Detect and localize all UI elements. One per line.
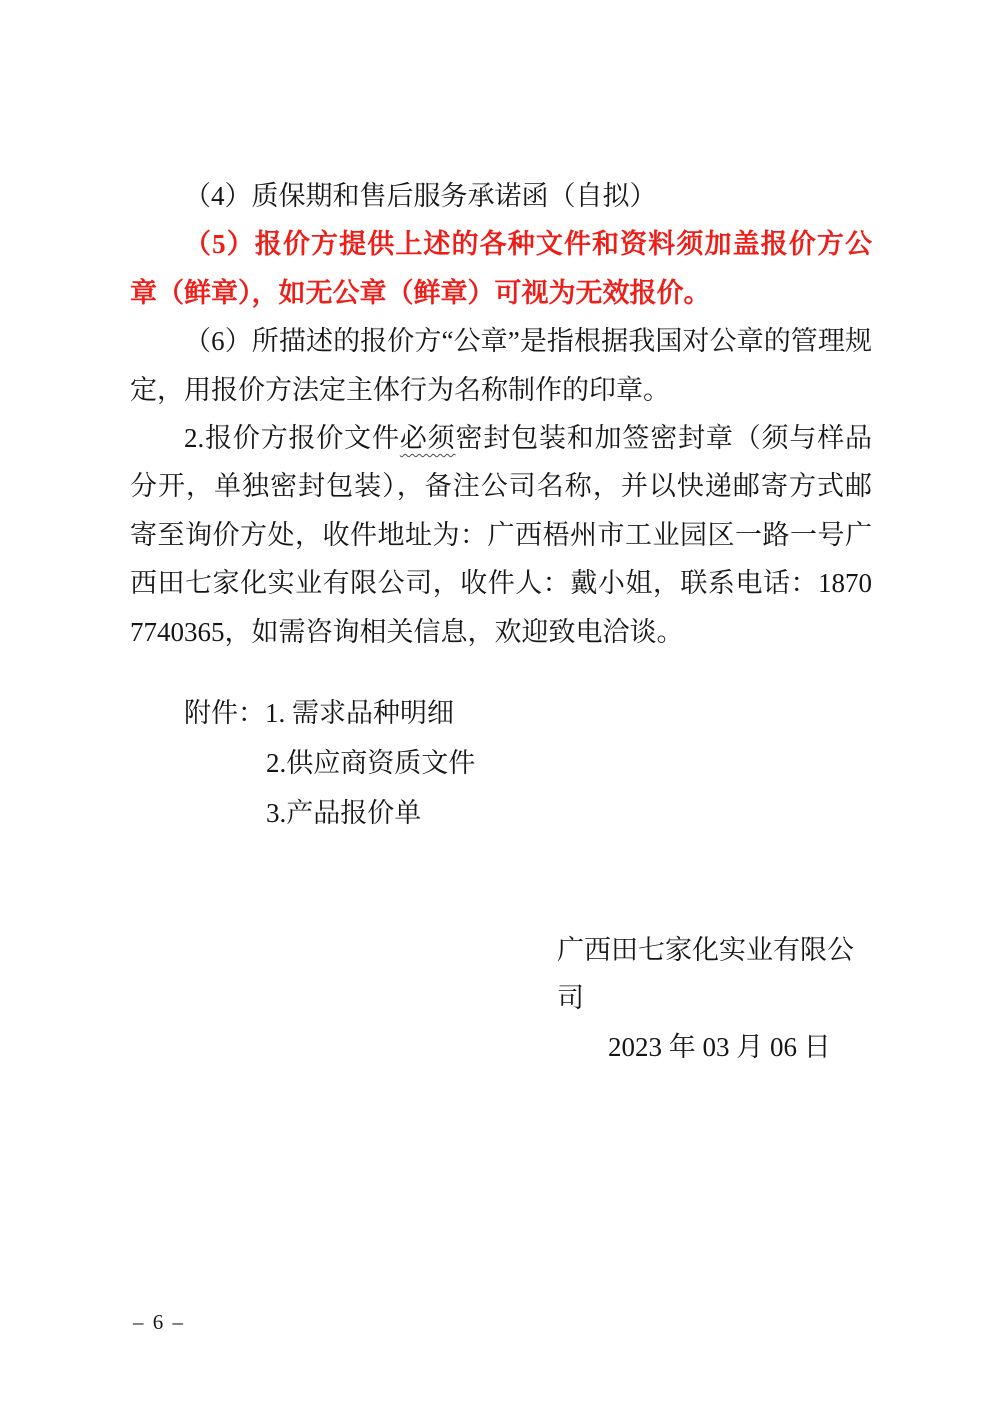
attachments-list — [130, 688, 872, 838]
attachment-item-3: 3.产品报价单 — [266, 798, 422, 829]
paragraph-item-4: （4）质保期和售后服务承诺函（自拟） — [184, 181, 657, 211]
attachment-line-1 — [130, 688, 872, 738]
attachment-item-1: 1. 需求品种明细 — [265, 698, 454, 729]
attachment-item-2: 2.供应商资质文件 — [266, 748, 476, 779]
signature-block — [130, 926, 872, 1071]
paragraph-item-5-red-emphasis: （5）报价方提供上述的各种文件和资料须加盖报价方公章（鲜章），如无公章（鲜章）可视为无效报价。 — [130, 229, 872, 308]
page-number: – 6 – — [133, 1310, 185, 1334]
mailing-instructions-rest: 密封包装和加签密封章（须与样品分开，单独密封包装），备注公司名称，并以快递邮寄方式邮寄至询价方处，收件地址为：广西梧州市工业园区一路一号广西田七家化实业有限公司，收件人：戴小姐，联系电话：18707740365，如需咨询相关信息，欢迎致电洽谈。 — [130, 423, 873, 647]
attachments-label: 附件： — [184, 698, 265, 729]
mailing-instructions-emphasis-wavy: 必须 — [399, 423, 456, 454]
signature-company-name: 广西田七家化实业有限公司 — [557, 935, 854, 1014]
document-body — [130, 172, 872, 1071]
signature-date: 2023 年 03 月 06 日 — [608, 1031, 831, 1062]
mailing-instructions-lead: 2.报价方报价文件 — [184, 423, 400, 454]
paragraph-item-6: （6）所描述的报价方“公章”是指根据我国对公章的管理规定，用报价方法定主体行为名称制作的印章。 — [130, 326, 872, 405]
paragraph-item-2-mailing-instructions — [130, 414, 872, 656]
